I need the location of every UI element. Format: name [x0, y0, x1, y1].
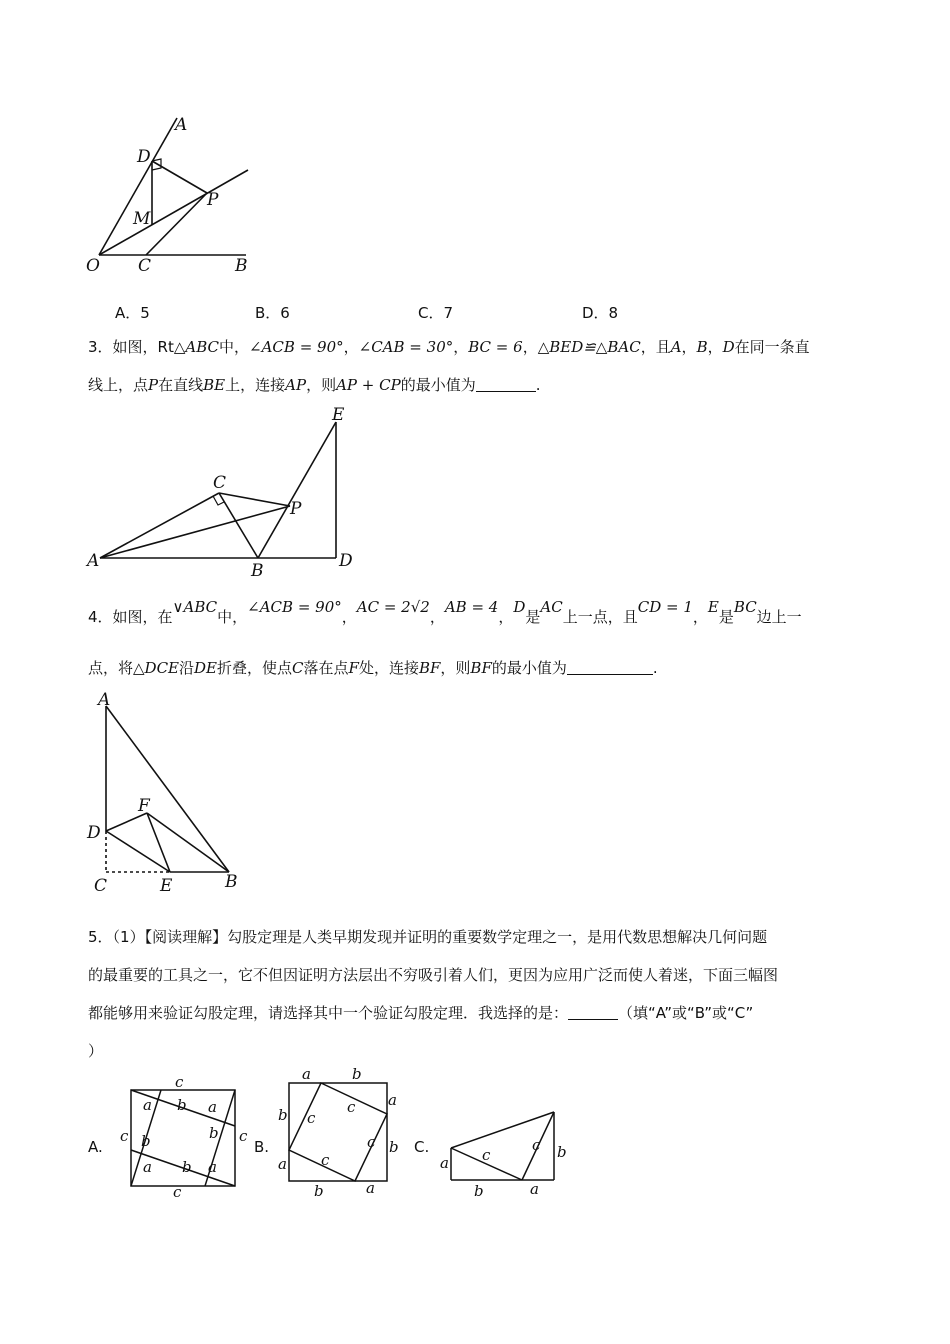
- q3-math: △BED≌△BAC: [537, 338, 641, 356]
- q3-rt: Rt: [157, 338, 174, 356]
- var-b: b: [278, 1106, 288, 1124]
- q2-option-d: D．8: [582, 304, 619, 322]
- var-c: c: [120, 1127, 129, 1145]
- ray-op: [99, 170, 248, 255]
- q4-text: 是: [718, 608, 734, 626]
- var-c: c: [532, 1136, 541, 1154]
- q3-text: ，: [453, 338, 469, 356]
- var-c: c: [307, 1109, 316, 1127]
- inner-square: [289, 1083, 387, 1181]
- label-e: E: [332, 405, 345, 425]
- var-a: a: [208, 1098, 217, 1116]
- var-b: b: [557, 1143, 567, 1161]
- q5-line-2: 的最重要的工具之一，它不但因证明方法层出不穷吸引着人们，更因为应用广泛而使人着迷，下面三幅图: [88, 966, 779, 984]
- q4-math: ∠ACB = 90°: [247, 598, 342, 616]
- label-a: A: [175, 115, 188, 135]
- q4-text: 点，将: [88, 659, 134, 677]
- label-a: A: [98, 690, 111, 710]
- q3-math: AP: [285, 376, 307, 394]
- q4-math: D: [513, 598, 526, 616]
- answer-blank[interactable]: [476, 375, 536, 392]
- var-b: b: [474, 1182, 484, 1200]
- q4-text: ，则: [440, 659, 471, 677]
- q4-math: △DCE: [133, 659, 180, 677]
- q3-text: 线上，点: [88, 376, 149, 394]
- q4-text: 的最小值为: [491, 659, 567, 677]
- q3-text: 在直线: [158, 376, 204, 394]
- var-c: c: [175, 1078, 184, 1091]
- q3-text: .: [535, 376, 541, 394]
- q2-figure: [80, 110, 260, 280]
- label-p: P: [207, 190, 219, 210]
- q4-line-1: [88, 598, 802, 628]
- q3-math: A: [670, 338, 682, 356]
- q3-math: AP + CP: [336, 376, 401, 394]
- q4-math: F: [348, 659, 359, 677]
- q4-text: ，: [692, 608, 708, 626]
- q4-text: 边上一: [756, 608, 802, 626]
- q3-math: B: [696, 338, 708, 356]
- var-c: c: [347, 1098, 356, 1116]
- q3-text: ，: [343, 338, 359, 356]
- pythagoras-figure-a: [115, 1078, 250, 1204]
- q3-text: ，: [522, 338, 538, 356]
- q3-line-2: [88, 374, 540, 396]
- answer-blank[interactable]: [567, 658, 653, 675]
- q3-math: BC = 6: [468, 338, 523, 356]
- var-a: a: [208, 1158, 217, 1176]
- segment-dp: [152, 161, 207, 193]
- var-a: a: [143, 1096, 152, 1114]
- label-c: C: [138, 256, 152, 276]
- q4-math: AB = 4: [444, 598, 499, 616]
- q4-math: AC = 2√2: [356, 598, 430, 616]
- q4-figure: [80, 688, 260, 898]
- segment-cb: [219, 493, 258, 558]
- q5-line-4: ）: [88, 1042, 104, 1060]
- q3-math: D: [722, 338, 735, 356]
- var-c: c: [239, 1127, 248, 1145]
- var-a: a: [143, 1158, 152, 1176]
- segment-ab: [106, 706, 229, 872]
- label-m: M: [133, 209, 151, 229]
- pythagoras-figure-b: [274, 1065, 404, 1200]
- q3-prefix: 3．如图，: [88, 338, 158, 356]
- segment-cp: [219, 493, 290, 506]
- q4-text: 折叠，使点: [217, 659, 293, 677]
- var-a: a: [530, 1180, 539, 1198]
- label-b: B: [235, 256, 248, 276]
- var-c: c: [367, 1133, 376, 1151]
- q4-text: 处，连接: [358, 659, 419, 677]
- q4-prefix: 4．如图，在: [88, 608, 173, 626]
- var-a: a: [278, 1155, 287, 1173]
- q3-line-1: [88, 336, 810, 358]
- q5-line-3: [88, 1002, 753, 1024]
- q3-math: ∠ACB = 90°: [249, 338, 344, 356]
- q4-math: ∨ABC: [172, 598, 218, 616]
- var-c: c: [482, 1146, 491, 1164]
- fig-a-label: A.: [88, 1138, 103, 1156]
- q3-text: 上，连接: [225, 376, 286, 394]
- var-b: b: [314, 1182, 324, 1200]
- q4-text: ，: [498, 608, 514, 626]
- q2-option-a: A．5: [115, 304, 150, 322]
- q4-math: BF: [418, 659, 441, 677]
- label-a: A: [87, 551, 100, 571]
- fig-b-label: B.: [254, 1138, 270, 1156]
- answer-blank[interactable]: [568, 1003, 618, 1020]
- label-b: B: [251, 561, 264, 581]
- var-b: b: [389, 1138, 399, 1156]
- label-d: D: [339, 551, 353, 571]
- q3-text: 在同一条直: [734, 338, 810, 356]
- var-b: b: [141, 1132, 151, 1150]
- q4-line-2: [88, 657, 658, 679]
- q4-math: BC: [733, 598, 757, 616]
- var-a: a: [302, 1065, 311, 1083]
- label-d: D: [87, 823, 101, 843]
- q5-text: （填“A”或“B”或“C”: [618, 1004, 754, 1022]
- q3-text: ，且: [640, 338, 671, 356]
- var-b: b: [352, 1065, 362, 1083]
- label-b: B: [225, 872, 238, 892]
- var-a: a: [388, 1091, 397, 1109]
- q4-math: BF: [470, 659, 492, 677]
- label-e: E: [160, 876, 173, 896]
- q3-text: 中，: [219, 338, 250, 356]
- q4-math: C: [292, 659, 304, 677]
- var-a: a: [366, 1179, 375, 1197]
- fig-c-label: C.: [414, 1138, 430, 1156]
- segment-be: [258, 422, 336, 558]
- var-b: b: [209, 1124, 219, 1142]
- outer-square: [289, 1083, 387, 1181]
- q4-text: ，: [429, 608, 445, 626]
- var-b: b: [182, 1158, 192, 1176]
- q3-text: 的最小值为: [400, 376, 476, 394]
- q2-option-c: C．7: [418, 304, 454, 322]
- q3-text: ，: [681, 338, 697, 356]
- q4-text: 沿: [179, 659, 195, 677]
- var-c: c: [321, 1151, 330, 1169]
- q4-text: 中，: [217, 608, 248, 626]
- q3-triangle: △ABC: [173, 338, 220, 356]
- q4-text: 是: [525, 608, 541, 626]
- q5-line-1: 5．（1）【阅读理解】勾股定理是人类早期发现并证明的重要数学定理之一，是用代数思想解决几何问题: [88, 928, 768, 946]
- label-d: D: [137, 147, 151, 167]
- q4-text: 上一点，且: [562, 608, 638, 626]
- q4-text: ，: [341, 608, 357, 626]
- q3-math: P: [148, 376, 159, 394]
- q5-text: 都能够用来验证勾股定理，请选择其中一个验证勾股定理．我选择的是：: [88, 1004, 569, 1022]
- label-c: C: [94, 876, 108, 896]
- label-f: F: [138, 796, 150, 816]
- q4-math: E: [707, 598, 719, 616]
- label-c: C: [213, 473, 227, 493]
- segment-cp: [146, 193, 207, 255]
- label-p: P: [290, 499, 302, 519]
- segment-de: [106, 831, 170, 872]
- var-a: a: [440, 1154, 449, 1172]
- segment-ap: [100, 506, 290, 558]
- q4-text: 落在点: [303, 659, 349, 677]
- segment-ac: [100, 493, 219, 558]
- q3-math: ∠CAB = 30°: [358, 338, 454, 356]
- q4-math: CD = 1: [637, 598, 693, 616]
- var-c: c: [173, 1183, 182, 1201]
- q3-math: BE: [203, 376, 226, 394]
- pythagoras-figure-c: [434, 1100, 574, 1200]
- q2-option-b: B．6: [255, 304, 290, 322]
- q4-math: AC: [540, 598, 563, 616]
- q3-text: ，: [707, 338, 723, 356]
- var-b: b: [177, 1096, 187, 1114]
- q3-text: ，则: [306, 376, 337, 394]
- label-o: O: [86, 256, 100, 276]
- q3-figure: [80, 402, 370, 582]
- q4-math: DE: [194, 659, 218, 677]
- q4-text: .: [652, 659, 658, 677]
